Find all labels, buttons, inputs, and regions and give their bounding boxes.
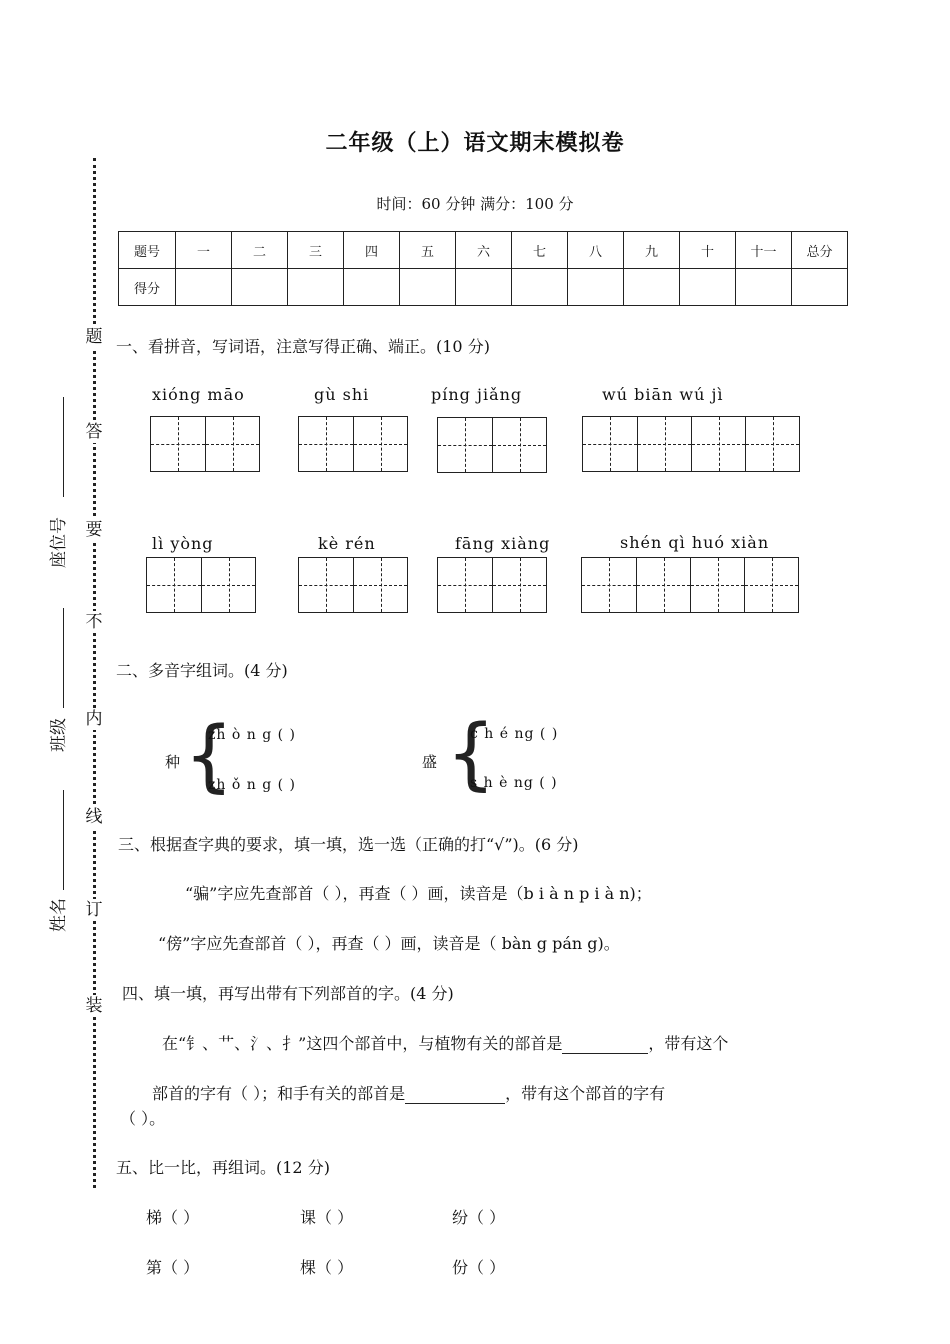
score-input-cell[interactable] <box>624 269 680 306</box>
table-cell: 九 <box>624 232 680 269</box>
writing-grid[interactable] <box>298 416 408 472</box>
writing-grid[interactable] <box>437 417 547 473</box>
score-header-row <box>119 232 848 269</box>
name-label: 姓名 <box>49 898 69 932</box>
compare-item[interactable]: 份（ ） <box>452 1258 506 1277</box>
q5-heading: 五、比一比，再组词。(12 分) <box>116 1158 330 1177</box>
q3-line: “傍”字应先查部首（ ），再查（ ）画，读音是（ bàn g pán g)。 <box>158 934 620 953</box>
pinyin-label: lì yòng <box>152 534 214 553</box>
binding-char: 线 <box>83 806 105 828</box>
binding-char: 答 <box>83 421 105 443</box>
q4-heading: 四、填一填，再写出带有下列部首的字。(4 分) <box>122 984 454 1003</box>
brace-icon: { <box>184 711 234 801</box>
table-cell: 四 <box>344 232 400 269</box>
table-cell: 八 <box>568 232 624 269</box>
score-input-cell[interactable] <box>456 269 512 306</box>
pinyin-label: wú biān wú jì <box>602 385 724 404</box>
polyphone-reading[interactable]: s h è ng ( ) <box>470 775 558 791</box>
pinyin-label: shén qì huó xiàn <box>620 533 770 552</box>
binding-char: 订 <box>83 899 105 921</box>
score-input-cell[interactable] <box>344 269 400 306</box>
q1-heading: 一、看拼音，写词语，注意写得正确、端正。(10 分) <box>116 337 490 356</box>
binding-char: 题 <box>83 326 105 348</box>
table-cell: 总分 <box>792 232 848 269</box>
q4-line: （ ）。 <box>120 1109 166 1128</box>
score-input-cell[interactable] <box>400 269 456 306</box>
seat-number-label: 座位号 <box>49 517 69 568</box>
writing-grid[interactable] <box>146 557 256 613</box>
pinyin-label: píng jiǎng <box>431 385 523 404</box>
compare-item[interactable]: 纷（ ） <box>452 1208 506 1227</box>
writing-grid[interactable] <box>150 416 260 472</box>
q2-heading: 二、多音字组词。(4 分) <box>116 661 288 680</box>
compare-item[interactable]: 梯（ ） <box>146 1208 200 1227</box>
q4-text: 在“钅、艹、氵、扌”这四个部首中，与植物有关的部首是 <box>162 1034 563 1053</box>
exam-info: 时间：60 分钟 满分：100 分 <box>376 195 574 213</box>
binding-char: 内 <box>83 708 105 730</box>
pinyin-label: fāng xiàng <box>455 534 551 553</box>
writing-grid[interactable] <box>298 557 408 613</box>
compare-item[interactable]: 第（ ） <box>146 1258 200 1277</box>
class-label: 班级 <box>49 718 69 752</box>
table-cell: 一 <box>176 232 232 269</box>
q4-line <box>162 1031 728 1054</box>
polyphone-reading[interactable]: zh ò n g ( ) <box>208 727 296 743</box>
table-cell: 得分 <box>119 269 176 306</box>
pinyin-label: kè rén <box>318 534 376 553</box>
table-cell: 五 <box>400 232 456 269</box>
brace-icon: { <box>446 709 496 799</box>
score-table <box>118 231 848 306</box>
q3-heading: 三、根据查字典的要求，填一填，选一选（正确的打“√”)。(6 分) <box>118 835 579 854</box>
polyphone-reading[interactable]: zh ǒ n g ( ) <box>208 777 296 793</box>
class-line <box>63 608 64 708</box>
answer-blank[interactable] <box>405 1084 505 1104</box>
score-input-cell[interactable] <box>288 269 344 306</box>
binding-dotted-line <box>93 158 96 1188</box>
binding-char: 要 <box>83 519 105 541</box>
writing-grid[interactable] <box>437 557 547 613</box>
score-input-cell[interactable] <box>736 269 792 306</box>
pinyin-label: xióng māo <box>152 385 245 404</box>
table-cell: 十 <box>680 232 736 269</box>
q4-text: ，带有这个部首的字有 <box>505 1084 666 1103</box>
compare-item[interactable]: 棵（ ） <box>300 1258 354 1277</box>
score-input-cell[interactable] <box>568 269 624 306</box>
pinyin-label: gù shi <box>314 385 370 404</box>
score-row <box>119 269 848 306</box>
writing-grid[interactable] <box>582 416 800 472</box>
score-input-cell[interactable] <box>680 269 736 306</box>
score-input-cell[interactable] <box>232 269 288 306</box>
table-cell: 二 <box>232 232 288 269</box>
q4-text: ，带有这个 <box>648 1034 729 1053</box>
table-cell: 三 <box>288 232 344 269</box>
q4-line <box>152 1081 665 1104</box>
answer-blank[interactable] <box>562 1034 648 1054</box>
binding-char: 装 <box>83 995 105 1017</box>
writing-grid[interactable] <box>581 557 799 613</box>
name-line <box>63 790 64 890</box>
table-cell: 题号 <box>119 232 176 269</box>
table-cell: 七 <box>512 232 568 269</box>
table-cell: 六 <box>456 232 512 269</box>
polyphone-char: 种 <box>165 753 181 771</box>
q3-line: “骗”字应先查部首（ ），再查（ ）画，读音是（b i à n p i à n)； <box>185 884 652 903</box>
page-title: 二年级（上）语文期末模拟卷 <box>325 131 625 156</box>
q4-text: 部首的字有（ ）；和手有关的部首是 <box>152 1084 406 1103</box>
polyphone-reading[interactable]: c h é ng ( ) <box>470 726 559 742</box>
binding-char: 不 <box>83 611 105 633</box>
score-input-cell[interactable] <box>512 269 568 306</box>
table-cell: 十一 <box>736 232 792 269</box>
score-input-cell[interactable] <box>792 269 848 306</box>
compare-item[interactable]: 课（ ） <box>300 1208 354 1227</box>
seat-number-line <box>63 397 64 497</box>
polyphone-char: 盛 <box>422 753 438 771</box>
score-input-cell[interactable] <box>176 269 232 306</box>
